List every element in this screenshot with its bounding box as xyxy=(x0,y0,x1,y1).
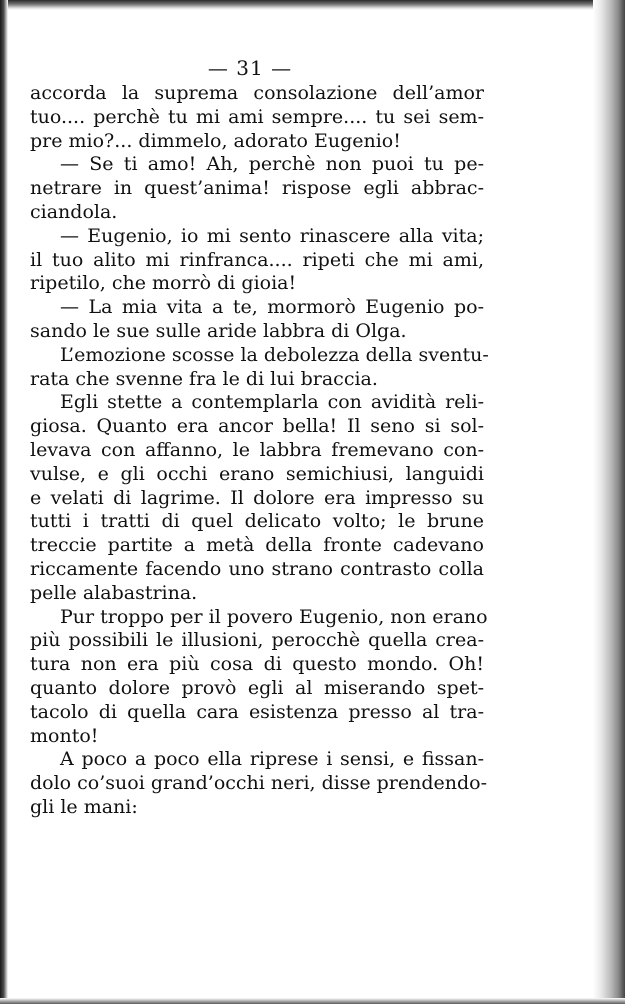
text-line: rata che svenne fra le di lui braccia. xyxy=(30,367,378,390)
text-line: gli le mani: xyxy=(30,795,138,818)
page-edge-left xyxy=(0,0,8,1004)
text-line: tacolo di quella cara esistenza presso al tra- xyxy=(30,700,484,723)
text-line: pelle alabastrina. xyxy=(30,581,198,604)
text-line: più possibili le illusioni, perocchè quella crea- xyxy=(30,629,484,652)
page-edge-bottom xyxy=(0,998,625,1004)
text-line: Pur troppo per il povero Eugenio, non erano xyxy=(60,605,488,628)
text-line: ciandola. xyxy=(30,200,118,223)
text-line: A poco a poco ella riprese i sensi, e fissan- xyxy=(60,748,484,771)
text-line: riccamente facendo uno strano contrasto colla xyxy=(30,557,484,580)
text-line: tuo.... perchè tu mi ami sempre.... tu sei sem- xyxy=(30,105,484,128)
text-line: tura non era più cosa di questo mondo. Oh! xyxy=(30,653,484,676)
page-edge-right xyxy=(593,0,625,1004)
text-line: levava con affanno, le labbra fremevano con- xyxy=(30,438,484,461)
body-text xyxy=(30,82,489,820)
text-line: quanto dolore provò egli al miserando spet- xyxy=(30,676,484,699)
text-line: — Se ti amo! Ah, perchè non puoi tu pe- xyxy=(60,153,484,176)
page-edge-top xyxy=(0,0,625,10)
text-line: accorda la suprema consolazione dell’amor xyxy=(30,82,484,104)
text-line: L’emozione scosse la debolezza della sventu- xyxy=(60,343,489,366)
text-line: sando le sue sulle aride labbra di Olga. xyxy=(30,319,407,342)
text-line: vulse, e gli occhi erano semichiusi, languidi xyxy=(30,462,484,485)
text-line: — La mia vita a te, mormorò Eugenio po- xyxy=(60,296,484,319)
text-line: il tuo alito mi rinfranca.... ripeti che mi ami, xyxy=(30,248,484,271)
text-line: monto! xyxy=(30,724,99,747)
text-line: e velati di lagrime. Il dolore era impresso su xyxy=(30,486,484,509)
text-line: ripetilo, che morrò di gioia! xyxy=(30,272,297,295)
text-line: Egli stette a contemplarla con avidità reli- xyxy=(60,391,484,414)
text-line: giosa. Quanto era ancor bella! Il seno si sol- xyxy=(30,415,484,438)
text-line: treccie partite a metà della fronte cadevano xyxy=(30,534,484,557)
text-line: dolo co’suoi grand’occhi neri, disse prendendo- xyxy=(30,772,488,795)
page-number: — 31 — xyxy=(207,56,293,80)
text-line: pre mio?... dimmelo, adorato Eugenio! xyxy=(30,129,401,152)
text-line: tutti i tratti di quel delicato volto; le brune xyxy=(30,510,484,533)
text-line: — Eugenio, io mi sento rinascere alla vita; xyxy=(60,224,484,247)
text-line: netrare in quest’anima! rispose egli abbrac- xyxy=(30,177,484,200)
